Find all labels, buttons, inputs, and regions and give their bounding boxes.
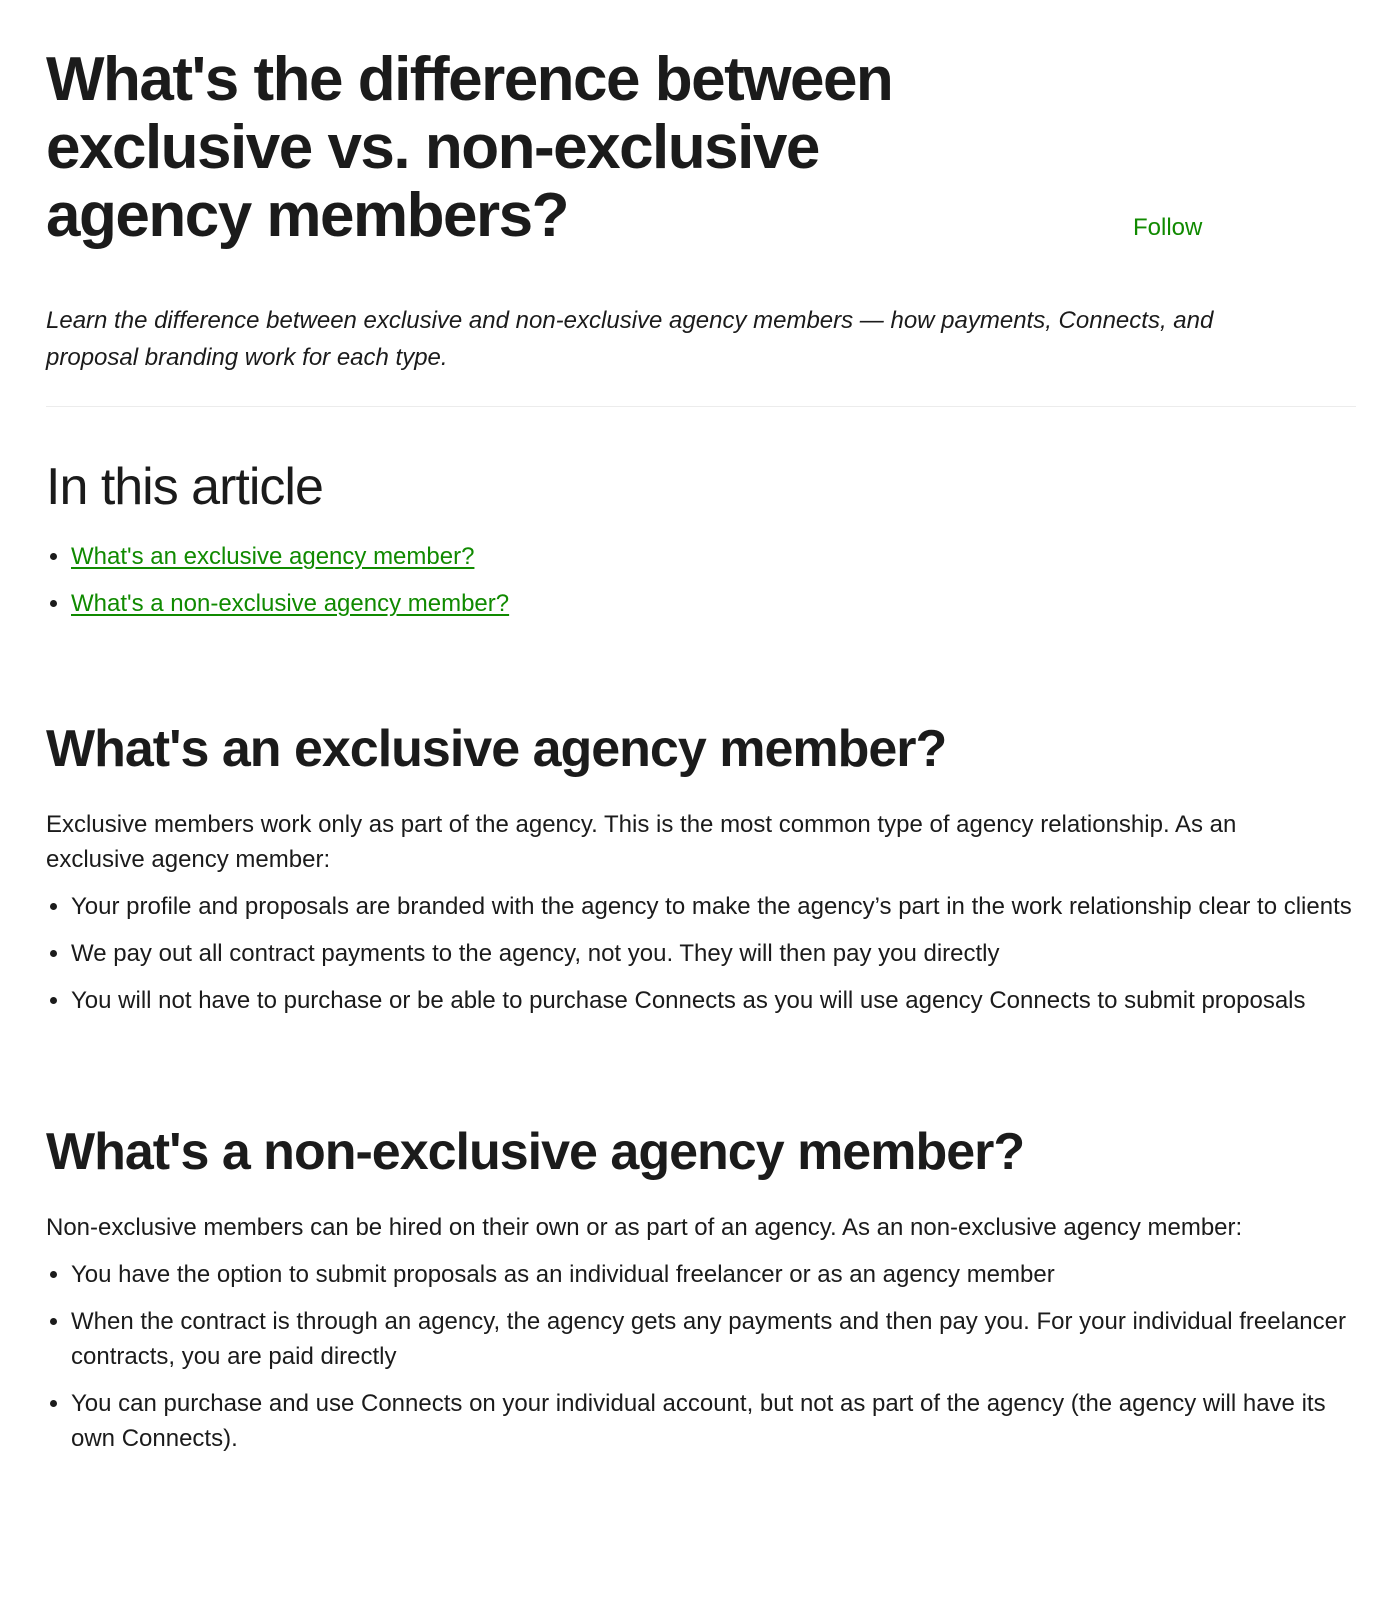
toc-title: In this article <box>46 458 323 516</box>
toc-link-exclusive[interactable]: What's an exclusive agency member? <box>71 543 475 570</box>
toc-link-non-exclusive[interactable]: What's a non-exclusive agency member? <box>71 590 510 617</box>
toc-item <box>71 539 1354 574</box>
list-item: • You have the option to submit proposals as an individual freelancer or as an agency member <box>71 1257 1354 1292</box>
section-intro-non-exclusive: Non-exclusive members can be hired on their own or as part of an agency. As an non-exclusive agency member: <box>46 1214 1243 1241</box>
list-item: • You will not have to purchase or be able to purchase Connects as you will use agency Connects to submit proposals <box>71 983 1354 1018</box>
toc-item <box>71 586 1354 621</box>
list-item: • When the contract is through an agency, the agency gets any payments and then pay you. For your individual freelancer contracts, you are paid directly <box>71 1304 1354 1374</box>
section-list-exclusive <box>46 889 1354 1018</box>
section-title-exclusive: What's an exclusive agency member? <box>46 720 947 778</box>
section-title-non-exclusive: What's a non-exclusive agency member? <box>46 1123 1025 1181</box>
list-item: • You can purchase and use Connects on your individual account, but not as part of the agency (the agency will have its own Connects). <box>71 1386 1354 1456</box>
divider <box>46 406 1356 407</box>
article-title: What's the difference between exclusive vs. non-exclusive agency members? <box>46 45 893 250</box>
section-list-non-exclusive <box>46 1257 1354 1456</box>
list-item: • We pay out all contract payments to the agency, not you. They will then pay you directly <box>71 936 1354 971</box>
section-intro-exclusive: Exclusive members work only as part of the agency. This is the most common type of agency relationship. As an exclusive agency member: <box>46 811 1237 873</box>
toc-list <box>46 539 1354 621</box>
article-header <box>46 0 1356 250</box>
article-summary: Learn the difference between exclusive and non-exclusive agency members — how payments, Connects, and proposal branding work for each type. <box>46 307 1214 371</box>
follow-button[interactable]: Follow <box>1133 214 1203 241</box>
list-item: • Your profile and proposals are branded with the agency to make the agency’s part in the work relationship clear to clients <box>71 889 1354 924</box>
